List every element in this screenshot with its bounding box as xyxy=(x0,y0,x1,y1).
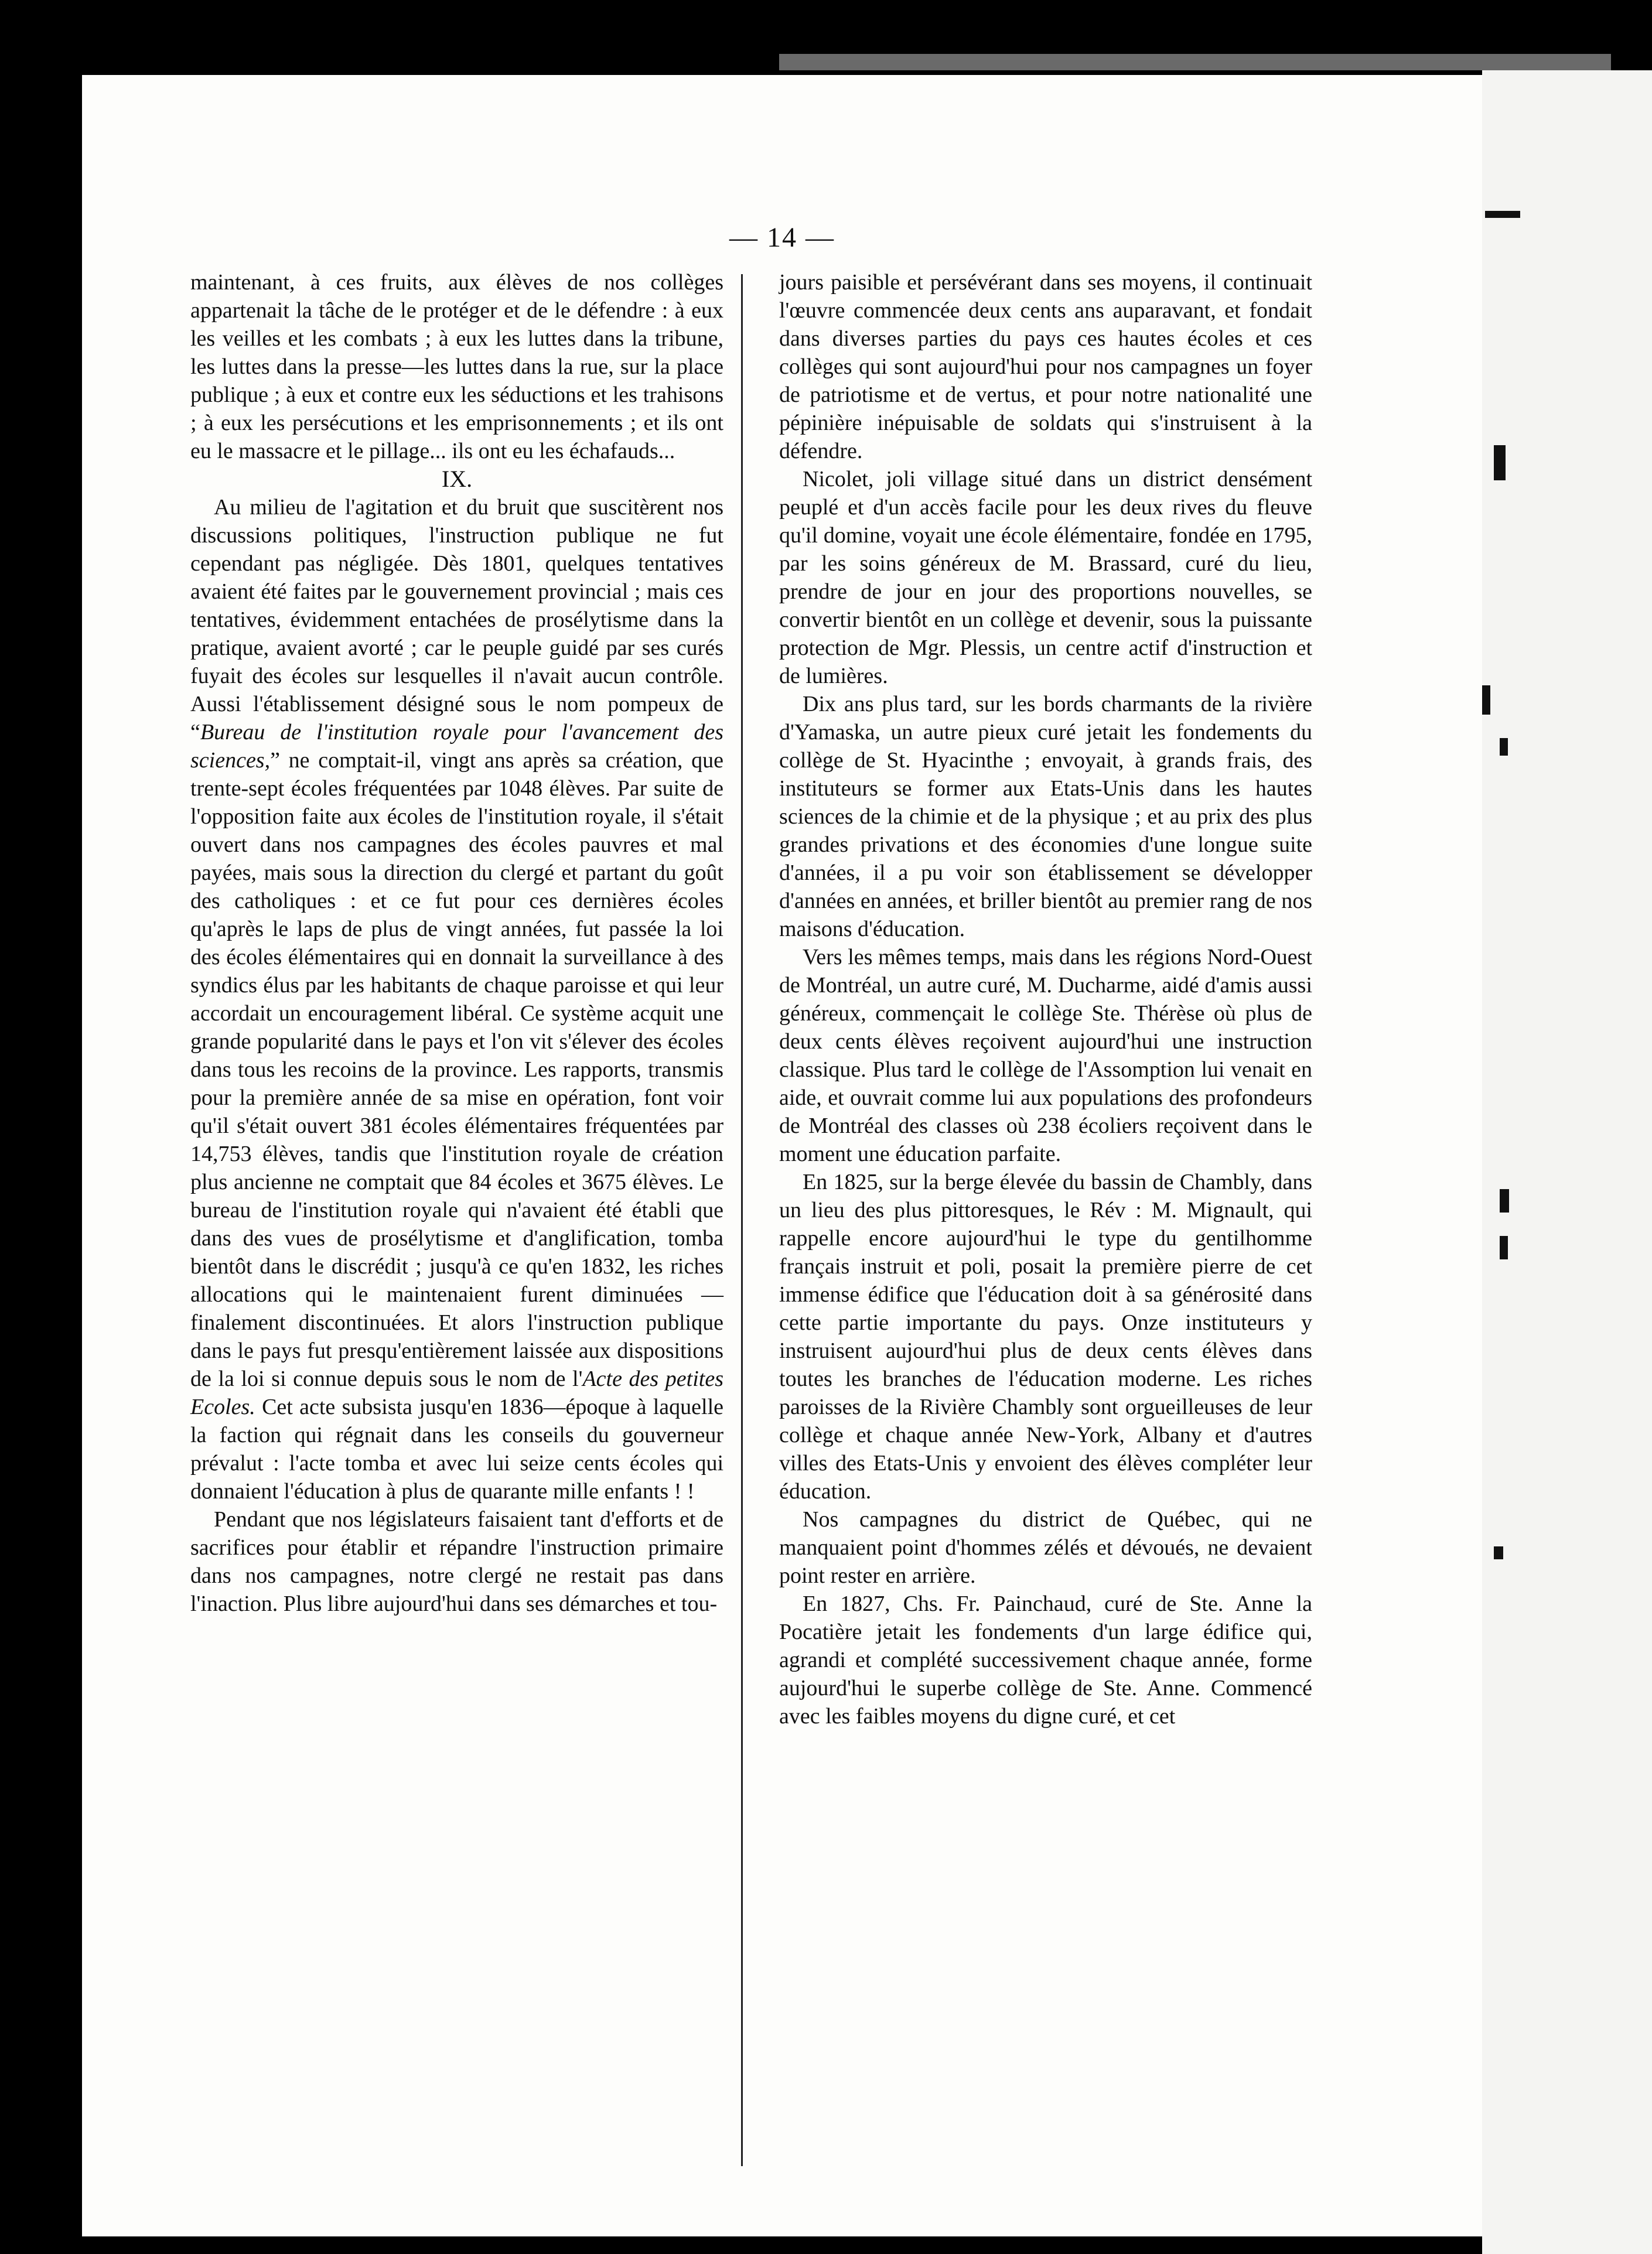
scan-edge-strip xyxy=(779,54,1611,70)
right-column xyxy=(779,268,1312,1730)
paragraph: Vers les mêmes temps, mais dans les régions Nord-Ouest de Montréal, un autre curé, M. Ducharme, aidé d'amis aussi généreux, commençait le collège Ste. Thérèse où plus de deux cents élèves reçoivent aujourd'hui une instruction classique. Plus tard le collège de l'Assomption lui venait en aide, et ouvrait comme lui aux populations des profondeurs de Montréal des classes où 238 écoliers reçoivent dans le moment une éducation parfaite. xyxy=(779,945,1312,1166)
margin-mark xyxy=(1494,1546,1503,1559)
paragraph: maintenant, à ces fruits, aux élèves de nos collèges appartenait la tâche de le protéger et de le défendre : à eux les veilles et les combats ; à eux les luttes dans la tribune, les luttes dans la presse—les luttes dans la rue, sur la place publique ; à eux et contre eux les séductions et les trahisons ; à eux les persécutions et les emprisonnements ; et ils ont eu le massacre et le pillage... ils ont eu les échafauds... xyxy=(190,270,723,463)
section-heading: IX. xyxy=(441,466,473,492)
document-page xyxy=(82,75,1482,2236)
paragraph xyxy=(190,493,723,1505)
italic-title: Bureau de l'institution royale pour l'avancement des sciences, xyxy=(190,720,723,773)
paragraph: jours paisible et persévérant dans ses moyens, il continuait l'œuvre commencée deux cents ans auparavant, et fondait dans diverses parties du pays ces hautes écoles et ces collèges qui sont aujourd'hui pour nos campagnes un foyer de patriotisme et de vertus, et pour notre nationalité une pépinière inépuisable de soldats qui s'instruisent à la défendre. xyxy=(779,270,1312,463)
margin-mark xyxy=(1500,1236,1508,1259)
paragraph: En 1825, sur la berge élevée du bassin de Chambly, dans un lieu des plus pittoresques, le Rév : M. Mignault, qui rappelle encore aujourd'hui le type du gentilhomme français instruit et poli, posait la première pierre de cet immense édifice que l'éducation doit à sa générosité dans cette partie importante du pays. Onze instituteurs y instruisent aujourd'hui plus de deux cents élèves dans toutes les branches de l'éducation moderne. Les riches paroisses de la Rivière Chambly sont orgueilleuses de leur collège et chaque année New-York, Albany et d'autres villes des Etats-Unis y envoient des élèves compléter leur éducation. xyxy=(779,1170,1312,1504)
paragraph: Pendant que nos législateurs faisaient tant d'efforts et de sacrifices pour établir et répandre l'instruction primaire dans nos campagnes, notre clergé ne restait pas dans l'inaction. Plus libre aujourd'hui dans ses démarches et tou- xyxy=(190,1507,723,1616)
paragraph: En 1827, Chs. Fr. Painchaud, curé de Ste. Anne la Pocatière jetait les fondements d'un large édifice qui, agrandi et complété successivement chaque année, forme aujourd'hui le superbe collège de Ste. Anne. Commencé avec les faibles moyens du digne curé, et cet xyxy=(779,1592,1312,1729)
text-run: Au milieu de l'agitation et du bruit que suscitèrent nos discussions politiques, l'instruction publique ne fut cependant pas négligée. Dès 1801, quelques tentatives avaient été faites par le gouvernement provincial ; mais ces tentatives, évidemment entachées de prosélytisme dans la pratique, avaient avorté ; car le peuple guidé par ses curés fuyait des écoles sur lesquelles il n'avait aucun contrôle. Aussi l'établissement désigné sous le nom pompeux de “ xyxy=(190,495,723,744)
margin-mark xyxy=(1500,738,1508,756)
page-margin-right xyxy=(1482,70,1652,2254)
paragraph: Nicolet, joli village situé dans un district densément peuplé et d'un accès facile pour les deux rives du fleuve qu'il domine, voyait une école élémentaire, fondée en 1795, par les soins généreux de M. Brassard, curé du lieu, prendre de jour en jour des proportions nouvelles, se convertir bientôt en un collège et devenir, sous la puissante protection de Mgr. Plessis, un centre actif d'instruction et de lumières. xyxy=(779,467,1312,688)
left-column xyxy=(190,268,723,1618)
text-run: ” ne comptait-il, vingt ans après sa création, que trente-sept écoles fréquentées par 1048 élèves. Par suite de l'opposition faite aux écoles de l'institution royale, il s'était ouvert dans nos campagnes des écoles pauvres et mal payées, mais sous la direction du clergé et partant du goût des catholiques : et ce fut pour ces dernières écoles qu'après le laps de plus de vingt années, fut passée la loi des écoles élémentaires qui en donnait la surveillance à des syndics élus par les habitants de chaque paroisse et qui leur accordait un encouragement libéral. Ce système acquit une grande popularité dans le pays et l'on vit s'élever des écoles dans tous les recoins de la province. Les rapports, transmis pour la première année de sa mise en opération, font voir qu'il s'était ouvert 381 écoles élémentaires fréquentées par 14,753 élèves, tandis que l'institution royale de création plus ancienne ne comptait que 84 écoles et 3675 élèves. Le bureau de l'institution royale qui n'avaient été établi que dans des vues de prosélytisme et d'anglification, tomba bientôt dans le discrédit ; jusqu'à ce qu'en 1832, les riches allocations qui le maintenaient furent diminuées — finalement discontinuées. Et alors l'instruction publique dans le pays fut presqu'entièrement laissée aux dispositions de la loi si connue depuis sous le nom de l' xyxy=(190,748,723,1391)
text-run: Cet acte subsista jusqu'en 1836—époque à laquelle la faction qui régnait dans les conseils du gouverneur prévalut : l'acte tomba et avec lui seize cents écoles qui donnaient l'éducation à plus de quarante mille enfants ! ! xyxy=(190,1395,723,1504)
margin-mark xyxy=(1500,1189,1509,1213)
page-number: — 14 — xyxy=(729,222,835,253)
margin-mark xyxy=(1485,211,1520,218)
italic-title: Acte des petites Ecoles. xyxy=(190,1367,723,1419)
margin-mark xyxy=(1494,445,1506,480)
paragraph: Nos campagnes du district de Québec, qui ne manquaient point d'hommes zélés et dévoués, ne devaient point rester en arrière. xyxy=(779,1507,1312,1588)
paragraph: Dix ans plus tard, sur les bords charmants de la rivière d'Yamaska, un autre pieux curé jetait les fondements du collège de St. Hyacinthe ; envoyait, à grands frais, des instituteurs se former aux Etats-Unis dans les hautes sciences de la chimie et de la physique ; et au prix des plus grandes privations et des économies d'une longue suite d'années, il a pu voir son établissement se développer d'années en années, et briller bientôt au premier rang de nos maisons d'éducation. xyxy=(779,692,1312,941)
margin-mark xyxy=(1482,685,1490,715)
column-divider xyxy=(741,274,743,2166)
